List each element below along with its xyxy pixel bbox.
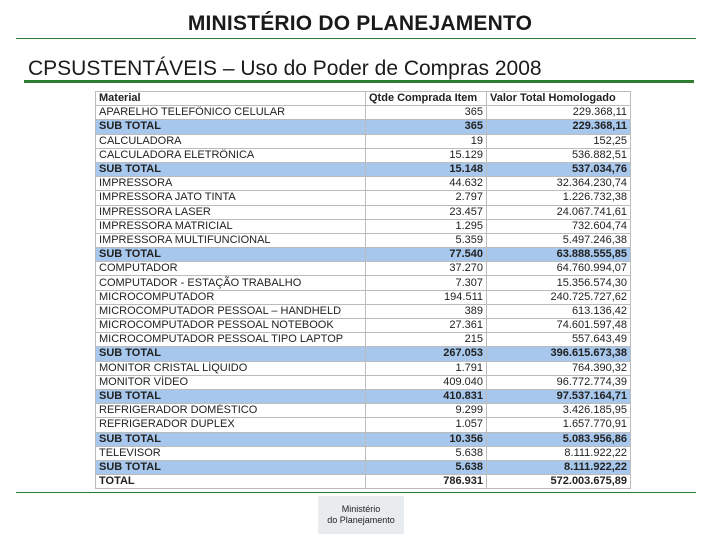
material-cell: IMPRESSORA MATRICIAL bbox=[96, 219, 366, 233]
quantity-cell: 27.361 bbox=[366, 319, 487, 333]
table-row bbox=[96, 177, 631, 191]
table-row bbox=[96, 319, 631, 333]
quantity-cell: 5.638 bbox=[366, 460, 487, 474]
value-cell: 1.226.732,38 bbox=[487, 191, 631, 205]
logo-text-line1: Ministério bbox=[341, 504, 381, 514]
value-cell: 396.615.673,38 bbox=[487, 347, 631, 361]
quantity-cell: 267.053 bbox=[366, 347, 487, 361]
material-cell: CALCULADORA ELETRÔNICA bbox=[96, 148, 366, 162]
table-row bbox=[96, 148, 631, 162]
material-cell: SUB TOTAL bbox=[96, 347, 366, 361]
value-cell: 152,25 bbox=[487, 134, 631, 148]
table-row bbox=[96, 290, 631, 304]
table-row bbox=[96, 304, 631, 318]
table-row bbox=[96, 446, 631, 460]
logo-text-line2: do Planejamento bbox=[327, 515, 395, 525]
value-cell: 97.537.164,71 bbox=[487, 389, 631, 403]
quantity-cell: 15.129 bbox=[366, 148, 487, 162]
material-cell: REFRIGERADOR DOMÉSTICO bbox=[96, 404, 366, 418]
table-body bbox=[96, 106, 631, 489]
value-cell: 64.760.994,07 bbox=[487, 262, 631, 276]
material-cell: TELEVISOR bbox=[96, 446, 366, 460]
quantity-cell: 23.457 bbox=[366, 205, 487, 219]
material-cell: APARELHO TELEFÔNICO CELULAR bbox=[96, 106, 366, 120]
value-cell: 32.364.230,74 bbox=[487, 177, 631, 191]
value-cell: 74.601.597,48 bbox=[487, 319, 631, 333]
table-row bbox=[96, 219, 631, 233]
quantity-cell: 9.299 bbox=[366, 404, 487, 418]
quantity-cell: 44.632 bbox=[366, 177, 487, 191]
value-cell: 240.725.727,62 bbox=[487, 290, 631, 304]
value-cell: 5.083.956,86 bbox=[487, 432, 631, 446]
table-header-row bbox=[96, 92, 631, 106]
material-cell: COMPUTADOR - ESTAÇÃO TRABALHO bbox=[96, 276, 366, 290]
column-header-value: Valor Total Homologado bbox=[487, 92, 631, 106]
material-cell: SUB TOTAL bbox=[96, 120, 366, 134]
material-cell: IMPRESSORA LASER bbox=[96, 205, 366, 219]
table-row bbox=[96, 276, 631, 290]
quantity-cell: 365 bbox=[366, 120, 487, 134]
table-row bbox=[96, 361, 631, 375]
value-cell: 1.657.770,91 bbox=[487, 418, 631, 432]
quantity-cell: 410.831 bbox=[366, 389, 487, 403]
material-cell: MICROCOMPUTADOR bbox=[96, 290, 366, 304]
material-cell: SUB TOTAL bbox=[96, 162, 366, 176]
footer-divider bbox=[16, 492, 696, 493]
value-cell: 572.003.675,89 bbox=[487, 475, 631, 489]
value-cell: 8.111.922,22 bbox=[487, 446, 631, 460]
value-cell: 3.426.185,95 bbox=[487, 404, 631, 418]
quantity-cell: 1.057 bbox=[366, 418, 487, 432]
value-cell: 96.772.774,39 bbox=[487, 375, 631, 389]
quantity-cell: 194.511 bbox=[366, 290, 487, 304]
value-cell: 5.497.246,38 bbox=[487, 233, 631, 247]
value-cell: 537.034,76 bbox=[487, 162, 631, 176]
table-row bbox=[96, 333, 631, 347]
column-header-material: Material bbox=[96, 92, 366, 106]
table-row bbox=[96, 404, 631, 418]
quantity-cell: 19 bbox=[366, 134, 487, 148]
table-row bbox=[96, 375, 631, 389]
material-cell: IMPRESSORA bbox=[96, 177, 366, 191]
material-cell: SUB TOTAL bbox=[96, 389, 366, 403]
value-cell: 764.390,32 bbox=[487, 361, 631, 375]
purchases-table bbox=[95, 91, 631, 489]
material-cell: MICROCOMPUTADOR PESSOAL TIPO LAPTOP bbox=[96, 333, 366, 347]
purchases-table-container bbox=[95, 91, 630, 489]
quantity-cell: 5.359 bbox=[366, 233, 487, 247]
total-row bbox=[96, 475, 631, 489]
column-header-quantity: Qtde Comprada Item bbox=[366, 92, 487, 106]
quantity-cell: 409.040 bbox=[366, 375, 487, 389]
material-cell: REFRIGERADOR DUPLEX bbox=[96, 418, 366, 432]
value-cell: 8.111.922,22 bbox=[487, 460, 631, 474]
material-cell: IMPRESSORA MULTIFUNCIONAL bbox=[96, 233, 366, 247]
material-cell: SUB TOTAL bbox=[96, 432, 366, 446]
subtitle-divider bbox=[24, 80, 694, 83]
material-cell: SUB TOTAL bbox=[96, 460, 366, 474]
table-row bbox=[96, 233, 631, 247]
page-title: MINISTÉRIO DO PLANEJAMENTO bbox=[187, 12, 533, 35]
value-cell: 24.067.741,61 bbox=[487, 205, 631, 219]
value-cell: 557.643,49 bbox=[487, 333, 631, 347]
quantity-cell: 365 bbox=[366, 106, 487, 120]
subtotal-row bbox=[96, 120, 631, 134]
value-cell: 536.882,51 bbox=[487, 148, 631, 162]
value-cell: 15.356.574,30 bbox=[487, 276, 631, 290]
quantity-cell: 7.307 bbox=[366, 276, 487, 290]
quantity-cell: 215 bbox=[366, 333, 487, 347]
title-divider bbox=[16, 38, 696, 39]
value-cell: 613.136,42 bbox=[487, 304, 631, 318]
table-row bbox=[96, 134, 631, 148]
quantity-cell: 15.148 bbox=[366, 162, 487, 176]
quantity-cell: 389 bbox=[366, 304, 487, 318]
quantity-cell: 37.270 bbox=[366, 262, 487, 276]
table-row bbox=[96, 205, 631, 219]
table-row bbox=[96, 191, 631, 205]
value-cell: 229.368,11 bbox=[487, 120, 631, 134]
material-cell: IMPRESSORA JATO TINTA bbox=[96, 191, 366, 205]
table-row bbox=[96, 418, 631, 432]
value-cell: 732.604,74 bbox=[487, 219, 631, 233]
value-cell: 229.368,11 bbox=[487, 106, 631, 120]
subtotal-row bbox=[96, 248, 631, 262]
subtotal-row bbox=[96, 162, 631, 176]
table-row bbox=[96, 262, 631, 276]
quantity-cell: 1.791 bbox=[366, 361, 487, 375]
material-cell: MICROCOMPUTADOR PESSOAL NOTEBOOK bbox=[96, 319, 366, 333]
quantity-cell: 10.356 bbox=[366, 432, 487, 446]
material-cell: TOTAL bbox=[96, 475, 366, 489]
material-cell: MONITOR CRISTAL LÍQUIDO bbox=[96, 361, 366, 375]
material-cell: MICROCOMPUTADOR PESSOAL – HANDHELD bbox=[96, 304, 366, 318]
subtotal-row bbox=[96, 389, 631, 403]
slide-subtitle: CPSUSTENTÁVEIS – Uso do Poder de Compras 2008 bbox=[28, 57, 542, 80]
subtotal-row bbox=[96, 432, 631, 446]
material-cell: SUB TOTAL bbox=[96, 248, 366, 262]
quantity-cell: 77.540 bbox=[366, 248, 487, 262]
material-cell: MONITOR VÍDEO bbox=[96, 375, 366, 389]
ministry-logo bbox=[318, 496, 404, 534]
subtotal-row bbox=[96, 460, 631, 474]
subtotal-row bbox=[96, 347, 631, 361]
quantity-cell: 2.797 bbox=[366, 191, 487, 205]
table-row bbox=[96, 106, 631, 120]
material-cell: COMPUTADOR bbox=[96, 262, 366, 276]
quantity-cell: 1.295 bbox=[366, 219, 487, 233]
material-cell: CALCULADORA bbox=[96, 134, 366, 148]
quantity-cell: 786.931 bbox=[366, 475, 487, 489]
value-cell: 63.888.555,85 bbox=[487, 248, 631, 262]
quantity-cell: 5.638 bbox=[366, 446, 487, 460]
